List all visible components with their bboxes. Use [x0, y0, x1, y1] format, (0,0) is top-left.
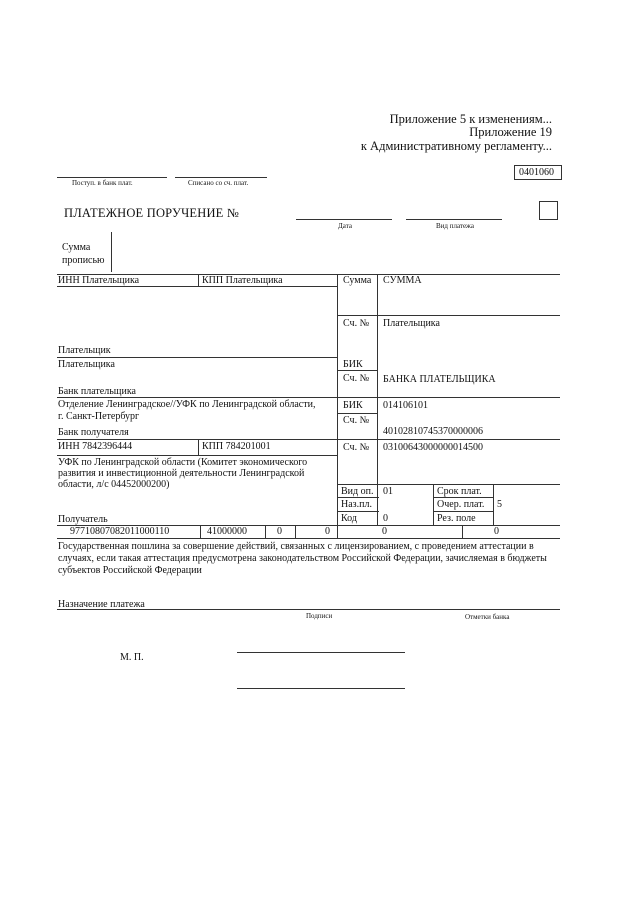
payer-bank-value: БАНКА ПЛАТЕЛЬЩИКА: [383, 374, 496, 385]
grid-line-payer-bank: [57, 397, 560, 398]
appendix-line-3: к Административному регламенту...: [360, 139, 552, 153]
recipient-inn: ИНН 7842396444: [58, 441, 133, 452]
page-title: ПЛАТЕЖНОЕ ПОРУЧЕНИЕ №: [64, 206, 239, 220]
grid-line-budget: [57, 538, 560, 539]
received-label: Поступ. в банк плат.: [72, 179, 133, 187]
purpose-line: [57, 609, 560, 610]
order-label: Очер. плат.: [437, 499, 485, 510]
op-type-value: 01: [383, 486, 393, 497]
appendix-line-2: Приложение 19: [469, 125, 552, 139]
amount-words-label-1: Сумма: [62, 242, 91, 253]
grid-line-bik: [337, 370, 377, 371]
date-line: [296, 219, 392, 220]
recipient-bank-name-2: г. Санкт-Петербург: [58, 411, 140, 422]
payment-type-line: [406, 219, 502, 220]
sum-label: Сумма: [343, 275, 372, 286]
grid-line-payer: [57, 357, 337, 358]
payment-type-label: Вид платежа: [436, 222, 475, 230]
recipient-name-2: развития и инвестиционной деятельности Ленинградской: [58, 468, 305, 479]
bik2-label: БИК: [343, 400, 363, 411]
date-label: Дата: [338, 222, 352, 230]
grid-line-recipient-bank: [57, 439, 560, 440]
grid-vline-codes2: [493, 484, 494, 525]
code-value: 0: [383, 513, 388, 524]
term-label: Срок плат.: [437, 486, 482, 497]
grid-line-purpose: [337, 511, 379, 512]
grid-line-optype: [337, 497, 379, 498]
grid-line-order: [433, 511, 493, 512]
recipient-label: Получатель: [58, 514, 108, 525]
purpose-code-label: Наз.пл.: [341, 499, 372, 510]
account4-label: Сч. №: [343, 442, 370, 453]
grid-vline-labels: [377, 274, 378, 525]
account3-value: 40102810745370000006: [383, 426, 483, 437]
grid-vline-inn2: [198, 439, 199, 455]
doc-number-value: 0: [382, 526, 387, 537]
grid-vline-main: [337, 274, 338, 525]
debited-label: Списано со сч. плат.: [188, 179, 249, 187]
oktmo-value: 41000000: [207, 526, 247, 537]
payer-name: Плательщика: [58, 359, 115, 370]
bik2-value: 014106101: [383, 400, 428, 411]
purpose-line-1: Государственная пошлина за совершение действий, связанных с лицензированием, с проведением аттестации в: [58, 541, 534, 552]
purpose-label: Назначение платежа: [58, 599, 145, 610]
recipient-bank-label: Банк получателя: [58, 427, 129, 438]
debited-line: [175, 177, 267, 178]
grid-vline-b2: [265, 525, 266, 538]
order-value: 5: [497, 499, 502, 510]
bik-label: БИК: [343, 359, 363, 370]
form-code-box: [514, 165, 562, 180]
grid-line-bik2: [337, 413, 377, 414]
amount-words-divider: [111, 232, 112, 272]
account-label: Сч. №: [343, 318, 370, 329]
grid-line-acc4: [337, 484, 560, 485]
stamp-label: М. П.: [120, 652, 144, 663]
status-box: [539, 201, 558, 220]
grid-line-inn: [57, 286, 337, 287]
code-label: Код: [341, 513, 357, 524]
op-type-label: Вид оп.: [341, 486, 374, 497]
payer-label: Плательщик: [58, 345, 111, 356]
amount-words-label-2: прописью: [62, 255, 105, 266]
payer-bank-label: Банк плательщика: [58, 386, 136, 397]
grid-vline-b4: [337, 525, 338, 538]
grid-vline-codes: [433, 484, 434, 525]
account2-label: Сч. №: [343, 373, 370, 384]
payer-inn-label: ИНН Плательщика: [58, 275, 140, 286]
bank-marks-label: Отметки банка: [465, 613, 510, 621]
grid-line-inn2: [57, 455, 337, 456]
account-value: Плательщика: [383, 318, 440, 329]
purpose-line-3: субъектов Российской Федерации: [58, 565, 202, 576]
grid-vline-inn: [198, 274, 199, 286]
grid-line-sum: [337, 315, 560, 316]
account4-value: 03100643000000014500: [383, 442, 483, 453]
grid-vline-b3: [295, 525, 296, 538]
received-line: [57, 177, 167, 178]
purpose-line-2: случаях, если такая аттестация предусмотрена законодательством Российской Федерации, зачисляемая в бюджеты: [58, 553, 547, 564]
doc-date-value: 0: [494, 526, 499, 537]
kbk-value: 97710807082011000110: [70, 526, 170, 537]
recipient-name-1: УФК по Ленинградской области (Комитет экономического: [58, 457, 308, 468]
period-value: 0: [325, 526, 330, 537]
signature-line-1: [237, 652, 405, 653]
grid-vline-b5: [462, 525, 463, 538]
reserve-label: Рез. поле: [437, 513, 476, 524]
recipient-bank-name-1: Отделение Ленинградское//УФК по Ленинградской области,: [58, 399, 316, 410]
payer-kpp-label: КПП Плательщика: [202, 275, 283, 286]
sum-value: СУММА: [383, 275, 422, 286]
recipient-name-3: области, л/с 04452000200): [58, 479, 170, 490]
basis-value: 0: [277, 526, 282, 537]
appendix-line-1: Приложение 5 к изменениям...: [389, 112, 552, 126]
signatures-label: Подписи: [306, 612, 333, 620]
grid-vline-b1: [200, 525, 201, 538]
recipient-kpp: КПП 784201001: [202, 441, 271, 452]
account3-label: Сч. №: [343, 415, 370, 426]
form-code: 0401060: [519, 167, 554, 178]
grid-line-term: [433, 497, 493, 498]
signature-line-2: [237, 688, 405, 689]
